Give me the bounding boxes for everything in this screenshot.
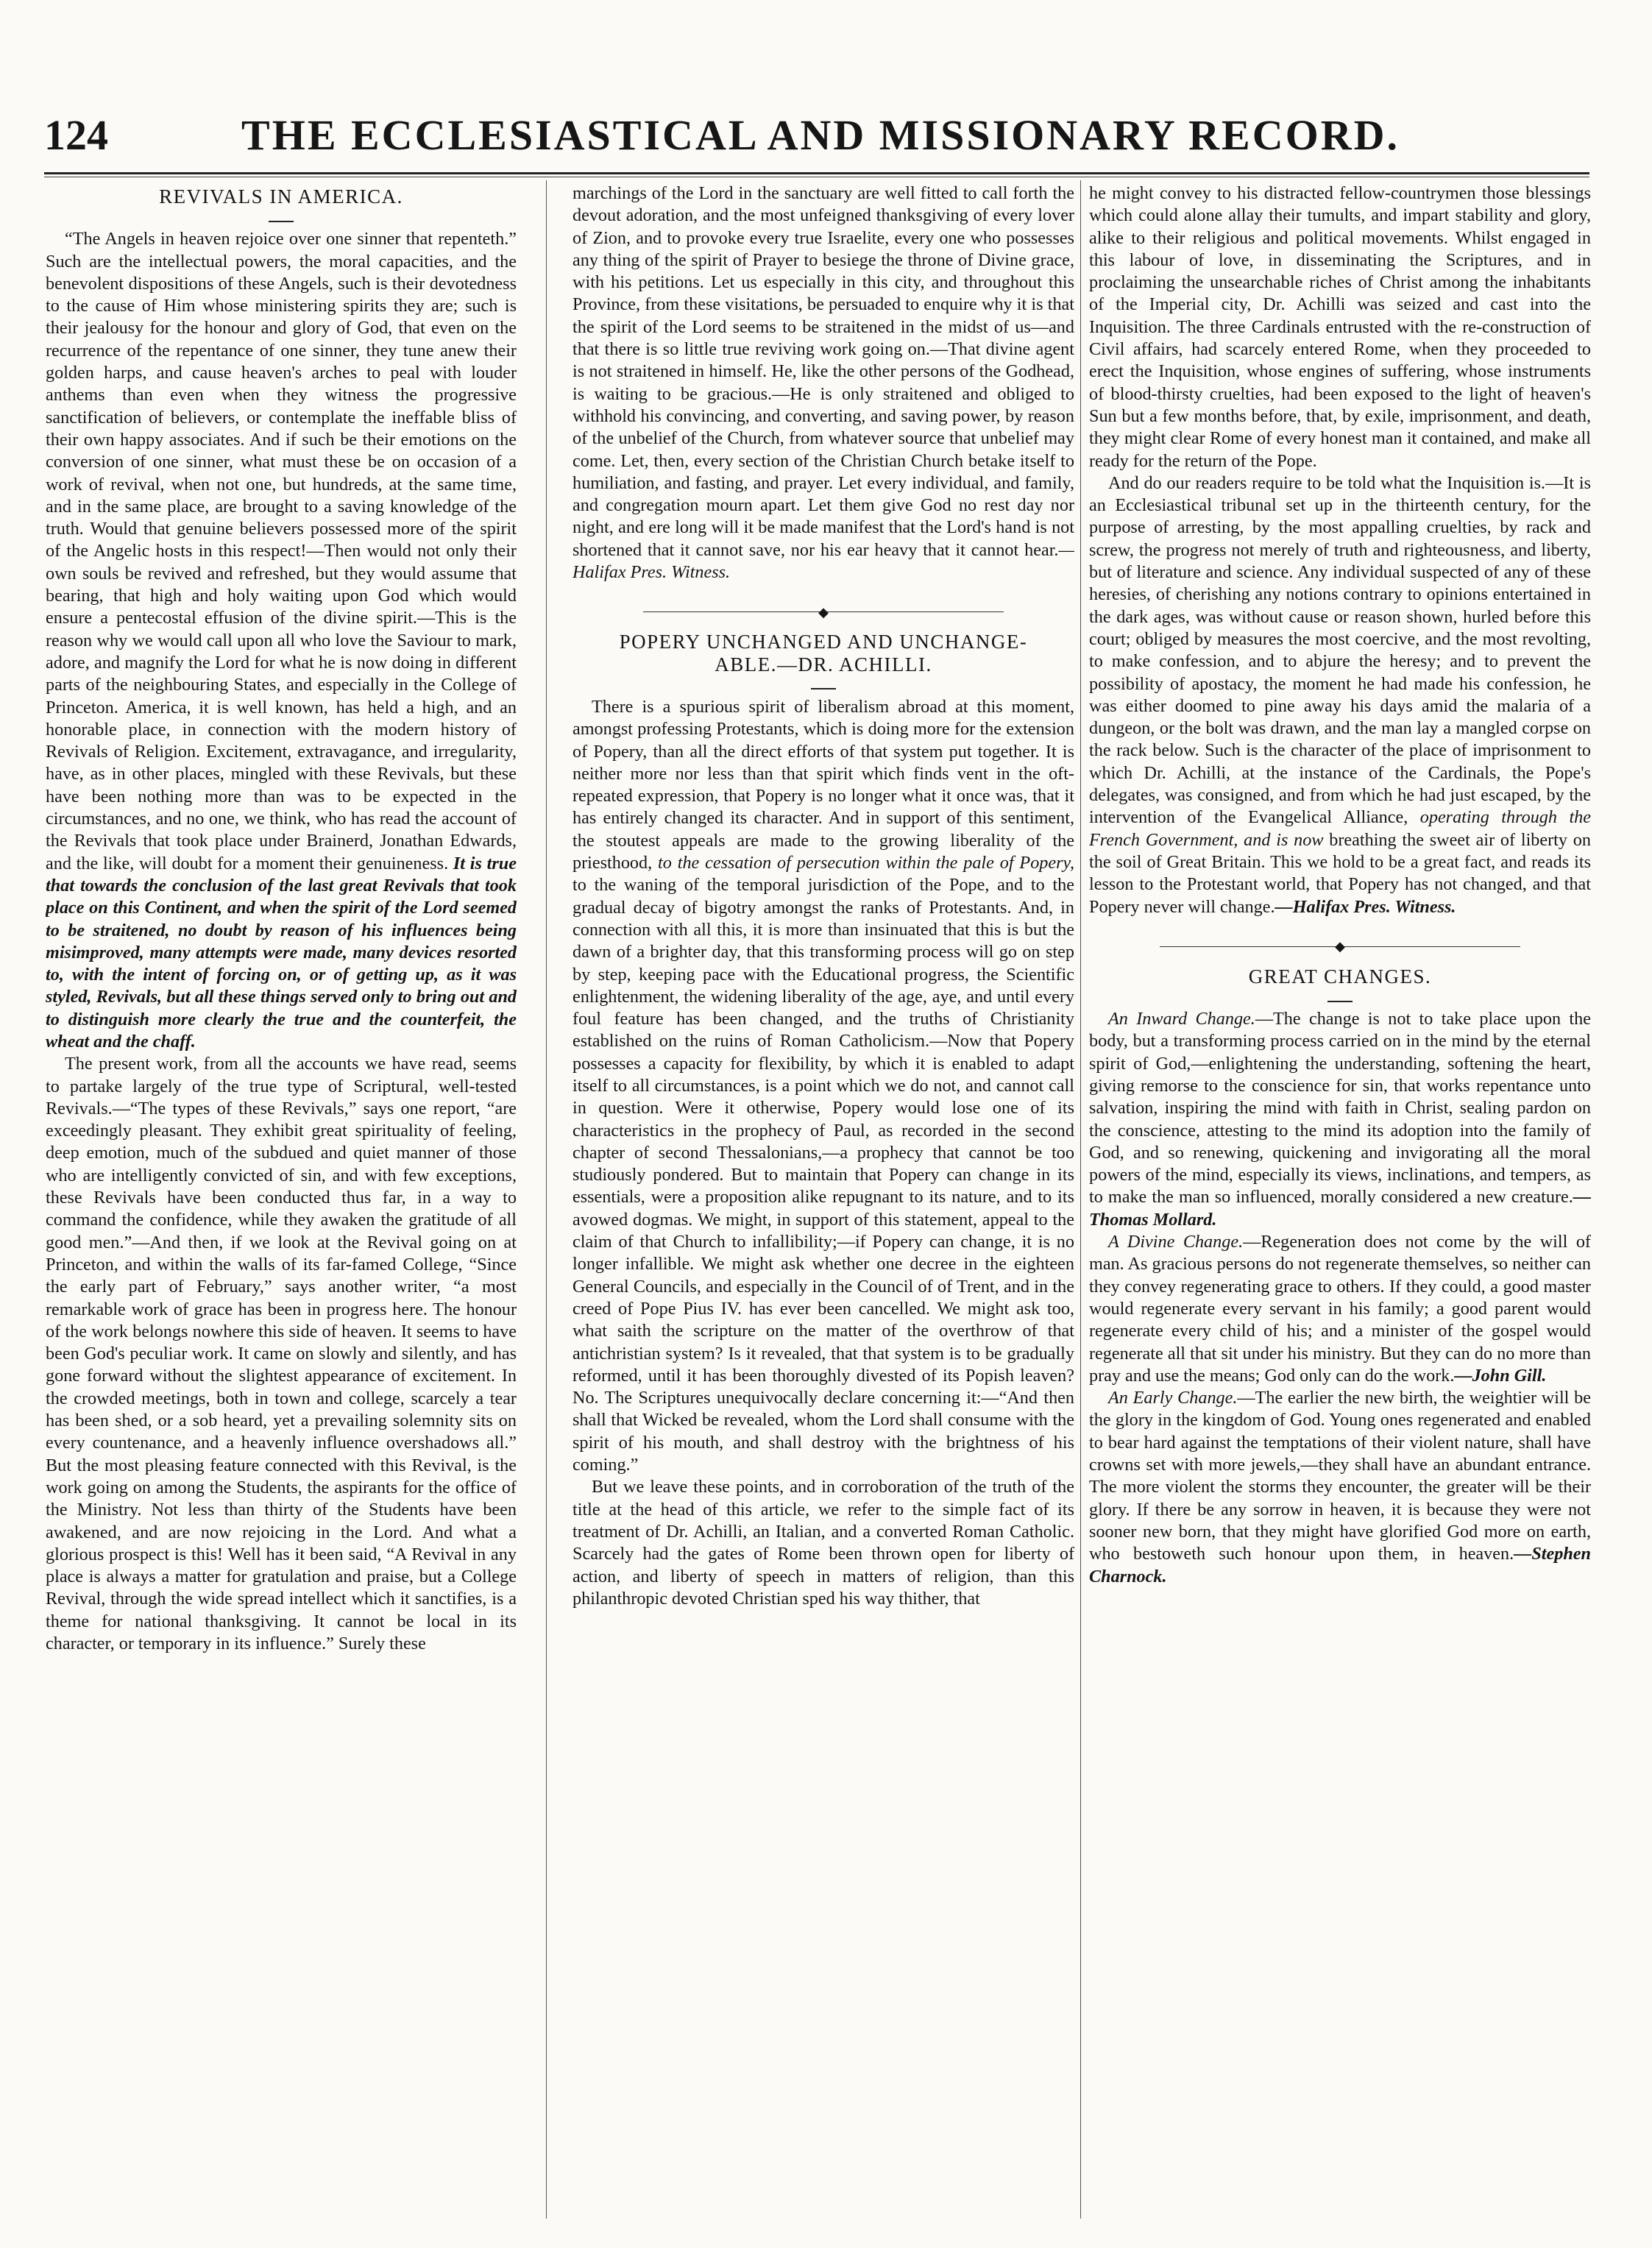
revivals-paragraph-2: The present work, from all the accounts we have read, seems to partake largely of the true type of Scriptural, well-tested Revivals.—“The types of these Revivals,” says one report, “are exceedingly pleasant. They exhibit great spirituality of feeling, deep emotion, much of the subdued and quiet manner of those who are intelligently convicted of sin, and with few exceptions, these Revivals have been conducted thus far, in a way to command the confidence, while they awaken the gratitude of all good men.”—And then, if we look at the Revival going on at Princeton, and within the walls of its far-famed College, “Since the early part of February,” says another writer, “a most remarkable work of grace has been in progress here. The honour of the work belongs nowhere this side of heaven. It seems to have been God's peculiar work. It came on slowly and silently, and has gone forward without the slightest appearance of excitement. In the crowded meetings, both in town and college, scarcely a tear has been shed, or a sob heard, yet a prevailing solemnity sits on every countenance, and a heavenly influence overshadows all.” But the most pleasing feature connected with this Revival, is the work going on among the Students, the aspirants for the office of the Ministry. Not less than thirty of the Students have been awakened, and are now rejoicing in the Lord. And what a glorious prospect is this! Well has it been said, “A Revival in any place is always a matter for gratulation and praise, but a College Revival, through the wide spread intellect which it sanctifies, is a theme for national thanksgiving. It cannot be local in its character, or temporary in its influence.” Surely these <box>46 1054 517 1653</box>
popery-p1-italic: to the cessation of persecution within the pale of Popery, <box>658 853 1074 873</box>
title-rule <box>1089 989 1591 1004</box>
changes-s3-text: —The earlier the new birth, the weightier will be the glory in the kingdom of God. Young ones regenerated and enabled to bear hard against the temptations of their violent nature, shall have crowns set with more jewels,—they shall have an abundant entrance. The more violent the storms they encounter, the greater will be their glory. If there be any sorrow in heaven, it is because they were not sooner new born, that they might have glorified God more on earth, who bestoweth such honour upon them, in heaven. <box>1089 1388 1591 1564</box>
changes-s3-source: —Stephen Charnock. <box>1089 1544 1591 1586</box>
revivals-p2-cont: marchings of the Lord in the sanctuary are well fitted to call forth the devout adoration, and the most unfeigned thanksgiving of every lover of Zion, and to provoke every true Israelite, every one who possesses any thing of the spirit of Prayer to besiege the throne of Divine grace, with his petitions. Let us especially in this city, and throughout this Province, from these visitations, be persuaded to enquire why it is that the spirit of the Lord seems to be straitened in the midst of us—and that there is so little true reviving work going on.—That divine agent is not straitened in himself. He, like the other persons of the Godhead, is waiting to be gracious.—He is only straitened and obliged to withhold his convincing, and converting, and saving power, by reason of the unbelief of the Church, from whatever source that unbelief may come. Let, then, every section of the Christian Church betake itself to humiliation, and fasting, and prayer. Let every individual, and family, and congregation mourn apart. Let them give God no rest day nor night, and ere long will it be made manifest that the Lord's hand is not shortened that it cannot save, nor his ear heavy that it cannot hear. <box>572 183 1074 560</box>
column-2 <box>572 182 1074 2213</box>
header-rule <box>44 172 1589 177</box>
popery-title-line-2: ABLE.—DR. ACHILLI. <box>715 653 932 676</box>
column-rule-1 <box>546 180 547 2219</box>
revivals-paragraph-1 <box>46 228 517 1053</box>
popery-p3-rest: breathing the sweet air of liberty on the soil of Great Britain. This we hold to be a great fact, and reads its lesson to the Protestant world, that Popery has not changed, and that Popery never will change. <box>1089 829 1591 917</box>
page-number: 124 <box>44 111 108 159</box>
title-rule <box>572 677 1074 692</box>
revivals-source: —Halifax Pres. Witness. <box>572 539 1074 583</box>
popery-p3-italic: operating through the French Government, and is now <box>1089 807 1591 850</box>
column-3 <box>1089 182 1591 2213</box>
popery-p3-text: And do our readers require to be told what the Inquisition is.—It is an Ecclesiastical tribunal set up in the thirteenth century, for the purpose of arresting, by the most appalling cruelties, by rack and screw, the progress not merely of truth and righteousness, and liberty, but of literature and science. Any individual suspected of any of these heresies, of cherishing any notions contrary to opinions entertained in the dark ages, was without cause or reason shown, hurled before this court; obliged by measures the most coercive, and the most revolting, to make confession, and to abjure the heresy; and to prevent the possibility of apostacy, the moment he had made his confession, he was either doomed to pine away his days amid the malaria of a dungeon, or the bolt was drawn, and the man lay a mangled corpse on the rack below. Such is the character of the place of imprisonment to which Dr. Achilli, at the instance of the Cardinals, the Pope's delegates, was consigned, and from which he had just escaped, by the intervention of the Evangelical Alliance, <box>1089 472 1591 828</box>
changes-section-2 <box>1089 1231 1591 1387</box>
changes-s2-text: —Regeneration does not come by the will of man. As gracious persons do not regenerate themselves, so neither can they convey regenerating grace to others. If they could, a good master would regenerate every servant in his family; a good parent would regenerate every child of his; and a minister of the gospel would regenerate all that sit under his ministry. But they can do no more than pray and use the means; God only can do the work. <box>1089 1232 1591 1386</box>
changes-section-3 <box>1089 1387 1591 1588</box>
page-header <box>44 110 1589 177</box>
popery-p1-text: There is a spurious spirit of liberalism abroad at this moment, amongst professing Protestants, which is doing more for the extension of Popery, than all the direct efforts of that system put together. It is neither more nor less than that spirit which finds vent in the oft-repeated expression, that Popery is no longer what it once was, that it has entirely changed its character. And in support of this sentiment, the stoutest appeals are made to the growing liberality of the priesthood, <box>572 696 1074 873</box>
popery-title-line-1: POPERY UNCHANGED AND UNCHANGE- <box>619 631 1028 653</box>
title-rule <box>46 209 517 224</box>
changes-s3-label: An Early Change. <box>1108 1388 1238 1408</box>
popery-paragraph-3 <box>1089 472 1591 918</box>
column-1 <box>46 182 517 2213</box>
article-separator: ◆ <box>1089 935 1591 945</box>
changes-section-1 <box>1089 1008 1591 1231</box>
running-title: THE ECCLESIASTICAL AND MISSIONARY RECORD. <box>241 111 1400 159</box>
article-separator: ◆ <box>572 600 1074 610</box>
article-title-changes: GREAT CHANGES. <box>1248 965 1432 988</box>
popery-paragraph-1 <box>572 696 1074 1476</box>
changes-s1-text: —The change is not to take place upon the body, but a transforming process carried on in the mind by the eternal spirit of God,—enlightening the understanding, softening the heart, giving remorse to the conscience for sin, that works repentance unto salvation, inspiring the mind with faith in Christ, sealing pardon on the conscience, attesting to the mind its adoption into the family of God, and so renewing, quickening and invigorating all the moral powers of the mind, especially its views, inclinations, and tempers, as to make the man so influenced, morally considered a new creature. <box>1089 1009 1591 1208</box>
popery-paragraph-2: But we leave these points, and in corroboration of the truth of the title at the head of this article, we refer to the simple fact of its treatment of Dr. Achilli, an Italian, and a converted Roman Catholic. Scarcely had the gates of Rome been thrown open for liberty of action, and liberty of speech in matters of religion, than this philanthropic devoted Christian sped his way thither, that <box>572 1477 1074 1609</box>
article-title-popery <box>572 631 1074 676</box>
popery-p1-rest: to the waning of the temporal jurisdiction of the Pope, and to the gradual decay of bigotry amongst the ranks of Protestants. And, in connection with all this, it is more than insinuated that this is but the dawn of a brighter day, that this transforming process will go on step by step, keeping pace with the Educational progress, the Scientific enlightenment, the widening liberality of the age, aye, and until every foul feature has been changed, and the truths of Christianity established on the ruins of Roman Catholicism.—Now that Popery possesses a capacity for flexibility, by which it is enabled to adapt itself to all circumstances, is a point which we do not, and cannot call in question. Were it otherwise, Popery would lose one of its characteristics in the prophecy of Paul, as recorded in the second chapter of second Thessalonians,—a prophecy that cannot be too studiously pondered. But to maintain that Popery can change in its essentials, were a proposition alike repugnant to its nature, and to its avowed dogmas. We might, in support of this statement, appeal to the claim of that Church to infallibility;—if Popery can change, it is no longer infallible. We might ask whether one decree in the eighteen General Councils, and especially in the Council of of Trent, and in the creed of Pope Pius IV. has ever been cancelled. We might ask too, what saith the scripture on the matter of the overthrow of that antichristian system? Is it revealed, that that system is to be gradually reformed, until it has been thoroughly divested of its Popish leaven? No. The Scriptures unequivocally declare concerning it:—“And then shall that Wicked be revealed, whom the Lord shall consume with the spirit of his mouth, and shall destroy with the brightness of his coming.” <box>572 875 1074 1475</box>
changes-s2-label: A Divine Change. <box>1108 1232 1244 1252</box>
revivals-paragraph-2-continued <box>572 182 1074 584</box>
changes-s2-source: —John Gill. <box>1454 1365 1547 1386</box>
column-rule-2 <box>1080 180 1081 2219</box>
revivals-p1-italic: It is true that towards the conclusion of the last great Revivals that took place on this Continent, and when the spirit of the Lord seemed to be straitened, no doubt by reason of his influences being misimproved, many attempts were made, many devices resorted to, with the intent of forcing on, or of getting up, as it was styled, Revivals, but all these things served only to bring out and to distinguish more clearly the true and the counterfeit, the wheat and the chaff. <box>46 853 517 1052</box>
revivals-p1-text: “The Angels in heaven rejoice over one sinner that repenteth.” Such are the intellectual powers, the moral capacities, and the benevolent dispositions of these Angels, such is their devotedness to the cause of Him whose ministering spirits they are; such is their jealousy for the honour and glory of God, that even on the recurrence of the repentance of one sinner, they tune anew their golden harps, and cause heaven's arches to peal with louder anthems than even when they witness the progressive sanctification of believers, or contemplate the ineffable bliss of their own happy associates. And if such be their emotions on the conversion of one sinner, what must these be on occasion of a work of revival, when not one, but hundreds, at the same time, and in the same place, are brought to a saving knowledge of the truth. Would that genuine believers possessed more of the spirit of the Angelic hosts in this respect!—Then would not only their own souls be revived and refreshed, but they would assume that bearing, that high and holy waiting upon God which would ensure a pentecostal effusion of the divine spirit.—This is the reason why we would call upon all who love the Saviour to mark, adore, and magnify the Lord for what he is now doing in different parts of the neighbouring States, and especially in the College of Princeton. America, it is well known, has held a high, and an honorable place, in connection with the modern history of Revivals of Religion. Excitement, extravagance, and irregularity, have, as in other places, mingled with these Revivals, but these have been nothing more than was to be expected in the circumstances, and no one, we think, who has read the account of the Revivals that took place under Brainerd, Jonathan Edwards, and the like, will doubt for a moment their genuineness. <box>46 229 517 873</box>
changes-s1-label: An Inward Change. <box>1108 1009 1255 1029</box>
changes-s1-source: —Thomas Mollard. <box>1089 1187 1591 1230</box>
popery-paragraph-2-continued: he might convey to his distracted fellow-countrymen those blessings which could alone allay their tumults, and impart stability and glory, alike to their religious and political movements. Whilst engaged in this labour of love, in disseminating the Scriptures, and in proclaiming the unsearchable riches of Christ among the inhabitants of the Imperial city, Dr. Achilli was seized and cast into the Inquisition. The three Cardinals entrusted with the re-construction of Civil affairs, had scarcely entered Rome, when they proceeded to erect the Inquisition, whose engines of suffering, whose instruments of blood-thirsty cruelties, had been exposed to the light of heaven's Sun but a few months before, that, by exile, imprisonment, and death, they might clear Rome of every honest man it contained, and make all ready for the return of the Pope. <box>1089 183 1591 471</box>
popery-source: —Halifax Pres. Witness. <box>1275 896 1456 917</box>
article-title-revivals: REVIVALS IN AMERICA. <box>159 185 403 208</box>
